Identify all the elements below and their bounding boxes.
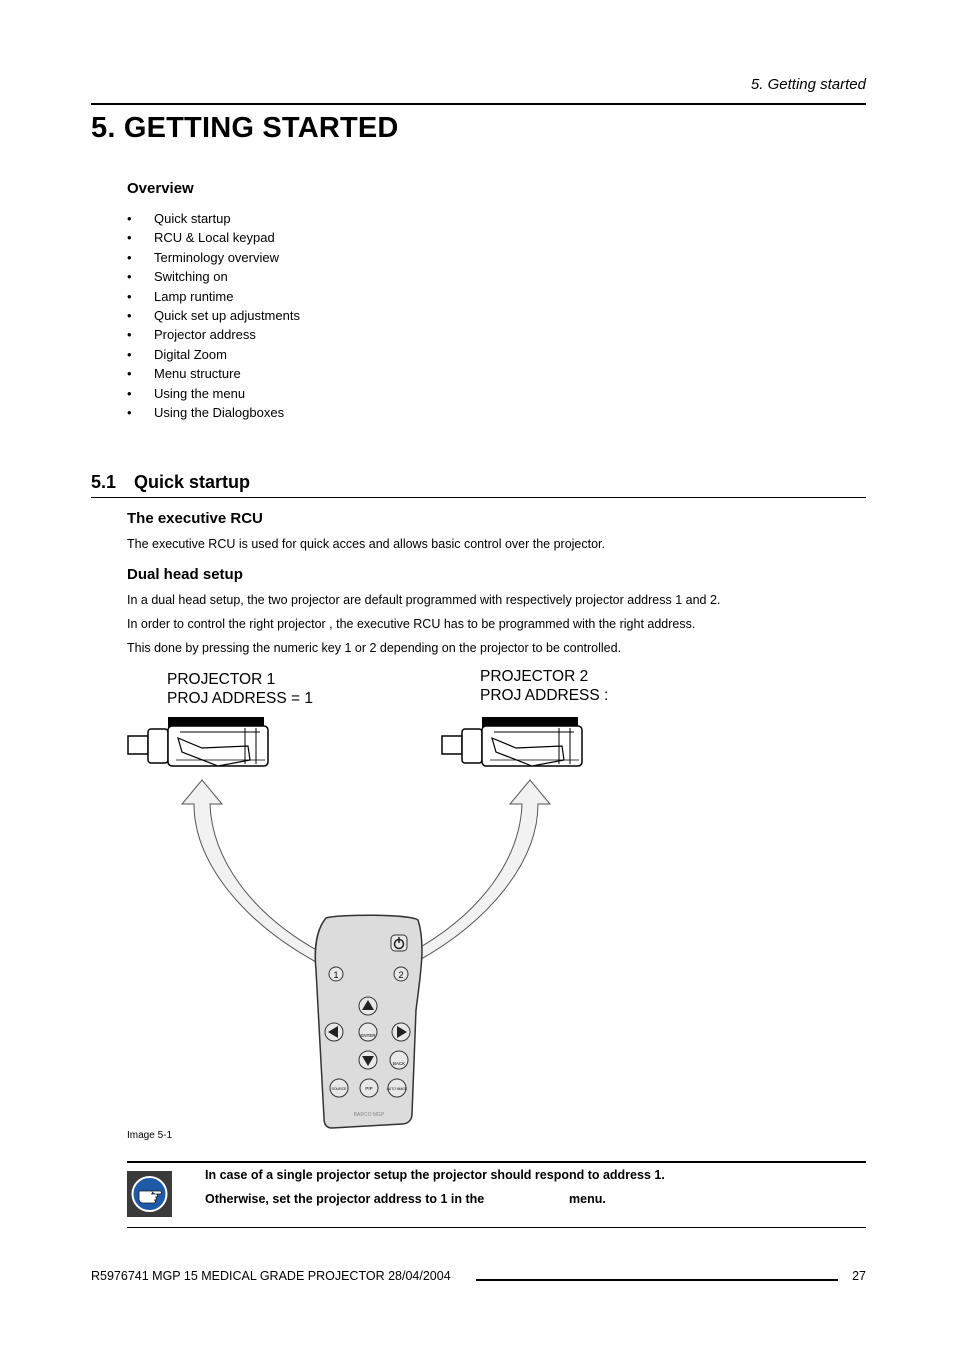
dual-head-paragraph-3: This done by pressing the numeric key 1 or 2 depending on the projector to be controlled. (127, 641, 622, 655)
bullet: • (127, 385, 132, 401)
running-header: 5. Getting started (750, 76, 866, 93)
dual-head-heading: Dual head setup (127, 566, 243, 583)
projector-2-image (442, 717, 582, 766)
projector-1-image (128, 717, 268, 766)
list-item (127, 248, 300, 267)
projector-2-label (480, 667, 608, 705)
section-rule (91, 497, 866, 498)
projector-1-label (167, 670, 313, 708)
list-item (127, 384, 300, 403)
bullet: • (127, 211, 132, 226)
projector-2-address: PROJ ADDRESS : (480, 687, 609, 704)
bullet: • (127, 249, 132, 265)
list-item (127, 209, 300, 228)
list-item (127, 403, 300, 422)
chapter-title: 5. GETTING STARTED (91, 112, 399, 144)
enter-icon (359, 1023, 377, 1041)
list-item (127, 267, 300, 286)
list-item-label: Lamp runtime (154, 288, 234, 304)
right-arrow-icon (392, 1023, 410, 1041)
dual-head-figure (120, 710, 600, 1130)
back-icon (390, 1051, 408, 1069)
overview-heading: Overview (127, 180, 194, 197)
left-arrow-icon (325, 1023, 343, 1041)
auto-image-label: AUTO IMAGE (386, 1087, 408, 1091)
list-item-label: Projector address (154, 327, 256, 343)
list-item-label: Using the Dialogboxes (154, 404, 285, 420)
section-title-text: Quick startup (134, 472, 251, 492)
list-item (127, 287, 300, 306)
enter-label: ENTER (360, 1033, 376, 1038)
list-item (127, 345, 300, 364)
back-label: BACK (392, 1061, 406, 1066)
overview-list (127, 209, 300, 422)
dual-head-paragraph-1: In a dual head setup, the two projector are default programmed with respectively projector address 1 and 2. (127, 593, 721, 607)
list-item-label: Quick set up adjustments (154, 307, 300, 323)
list-item (127, 364, 300, 383)
bullet: • (127, 404, 132, 420)
header-rule (91, 103, 866, 105)
bullet: • (127, 346, 132, 362)
arrow-to-projector-1 (182, 780, 322, 962)
section-title (91, 472, 250, 493)
footer-rule (476, 1279, 838, 1281)
remote-control (315, 915, 422, 1128)
footer-document-info: R5976741 MGP 15 MEDICAL GRADE PROJECTOR 28/04/2004 (91, 1269, 451, 1283)
source-label: SOURCE (331, 1087, 347, 1091)
section-number: 5.1 (91, 472, 117, 492)
up-arrow-icon (359, 997, 377, 1015)
bullet: • (127, 269, 132, 285)
dual-head-paragraph-2: In order to control the right projector , the executive RCU has to be programmed with the right address. (127, 617, 696, 631)
projector-1-address: PROJ ADDRESS = 1 (167, 690, 314, 707)
power-icon (391, 935, 407, 951)
executive-rcu-text: The executive RCU is used for quick acces and allows basic control over the projector. (127, 537, 606, 551)
bullet: • (127, 366, 132, 382)
pointing-hand-icon (127, 1171, 172, 1217)
bullet: • (127, 230, 132, 246)
arrow-to-projector-2 (410, 780, 550, 962)
list-item-label: Terminology overview (154, 249, 279, 265)
down-arrow-icon (359, 1051, 377, 1069)
list-item-label: Digital Zoom (154, 346, 227, 362)
pip-label: PIP (365, 1086, 373, 1091)
projector-2-name: PROJECTOR 2 (480, 668, 589, 685)
list-item-label: RCU & Local keypad (154, 230, 275, 246)
key-1-label: 1 (333, 970, 339, 980)
note-rule-bottom (127, 1227, 866, 1228)
projector-1-name: PROJECTOR 1 (167, 671, 276, 688)
list-item-label: Using the menu (154, 385, 246, 401)
list-item (127, 228, 300, 247)
key-2-label: 2 (398, 970, 404, 980)
note-line-2-end: menu. (569, 1192, 606, 1206)
list-item-label: Switching on (154, 269, 228, 285)
note-line-2-start: Otherwise, set the projector address to 1 in the (205, 1192, 485, 1206)
list-item-label: Menu structure (154, 366, 241, 382)
bullet: • (127, 307, 132, 323)
page-number: 27 (852, 1269, 866, 1283)
list-item (127, 325, 300, 344)
bullet: • (127, 327, 132, 343)
executive-rcu-heading: The executive RCU (127, 510, 263, 527)
bullet: • (127, 288, 132, 304)
image-caption: Image 5-1 (127, 1130, 173, 1141)
list-item (127, 306, 300, 325)
remote-brand: BARCO MGP (353, 1112, 385, 1118)
list-item-label: Quick startup (154, 211, 231, 226)
note-line-1: In case of a single projector setup the projector should respond to address 1. (205, 1168, 665, 1182)
note-rule-top (127, 1161, 866, 1163)
